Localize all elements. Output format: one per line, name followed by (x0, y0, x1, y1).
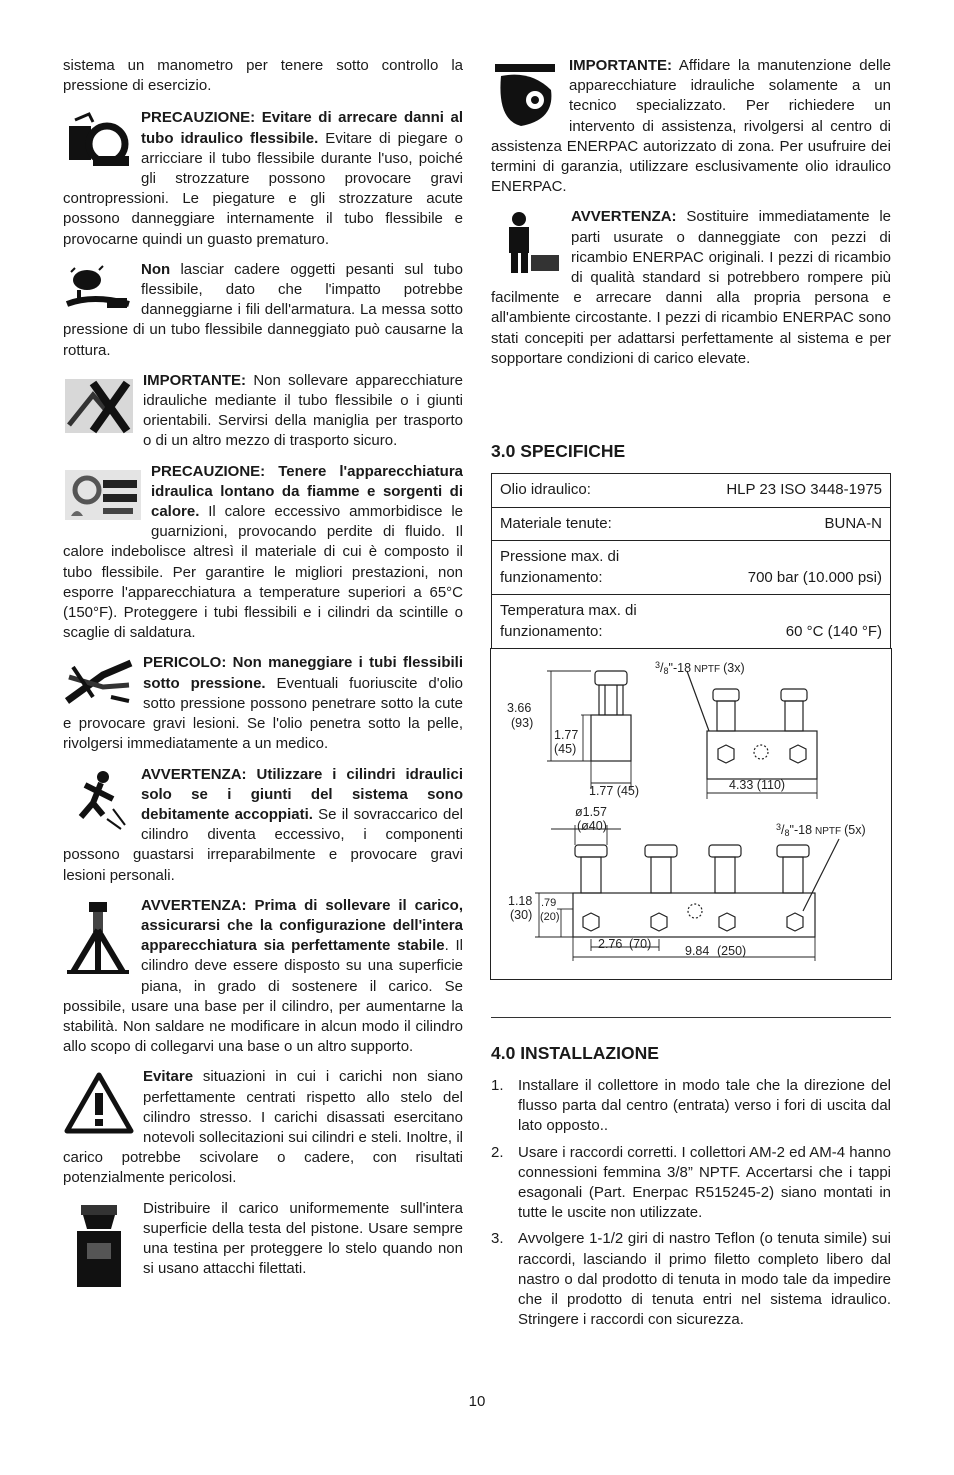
avoid-offcenter-loads-title: Evitare (143, 1068, 194, 1086)
caution-heat-sources-title: PRECAUZIONE: Tenere l'apparecchiatura idraulica lontano da fiamme e sorgenti di calore. (151, 462, 463, 521)
danger-pressurized-hose (63, 653, 463, 754)
thread-top-pitch: "-18 (668, 661, 692, 675)
thread-bot-pitch: "-18 (789, 823, 813, 837)
warning-stable-setup-text: . Il cilindro deve essere disposto su una superficie piana, in grado di sostenere il carico. Se possibile, usare una base per il cilindro, per aumentarne la stabilità. Non saldare ne modificare in alcun modo il cilindro allo scopo di collegarvi una base o un altro supporto. (63, 937, 463, 1056)
thread-top-type: NPTF (694, 664, 721, 675)
danger-pressurized-hose-text: Eventuali fuoriuscite d'olio sotto pressione possono penetrare sotto la cute e provocare gravi lesioni. Se l'olio penetra sotto la pelle, rivolgersi immediatamente a un medico. (63, 674, 463, 753)
spec-line (500, 622, 882, 643)
warning-triangle-icon (63, 1071, 135, 1135)
warning-stable-setup-title: AVVERTENZA: Prima di sollevare il carico, assicurarsi che la configurazione dell'intera apparecchiatura sia perfettamente stabile (141, 896, 463, 955)
thread-bottom-label (776, 822, 866, 838)
caution-hose-damage (63, 108, 463, 249)
spec-cell (492, 541, 891, 595)
install-step (491, 1076, 891, 1137)
spec-value: HLP 23 ISO 3448-1975 (726, 481, 882, 498)
side-block (591, 715, 631, 761)
section-divider (491, 1017, 891, 1018)
spec-cell (492, 507, 891, 541)
distribute-load (63, 1199, 463, 1291)
dim-am4-width: 9.84 (685, 944, 710, 958)
dim-side-width: 1.77 (45) (589, 784, 640, 798)
dim-am2-width: 4.33 (110) (729, 778, 786, 792)
spec-row (492, 541, 891, 595)
right-column (491, 56, 891, 379)
caution-hose-damage-title: PRECAUZIONE: Evitare di arrecare danni al tubo idraulico flessibile. (141, 109, 463, 147)
notice-falling-objects-title: Non (141, 260, 171, 278)
dim-pitch: 2.76 (598, 937, 623, 951)
notice-falling-objects (63, 260, 463, 361)
thread-top-qty: (3x) (723, 661, 745, 675)
warning-stable-setup (63, 896, 463, 1058)
distribute-load-text: Distribuire il carico uniformemente sull'intera superficie della testa del pistone. Usare sempre una testina per proteggere lo stelo quando non si usano attacchi filettati. (143, 1199, 463, 1278)
caution-hose-damage-text: Evitare di piegare o arricciare il tubo flessibile durante l'uso, poiché gli strozzature possono provocare gravi contropressioni. Le piegature e gli strozzature acute possono danneggiare internamente il tubo flessibile e provocarne quindi un guasto prematuro. (63, 129, 463, 248)
spec-label-line1: Pressione max. di (500, 548, 620, 565)
dim-port-height: .79 (541, 897, 557, 909)
thread-bot-num: 3 (776, 822, 782, 832)
thread-top-slash: / (660, 661, 664, 675)
caution-heat-sources (63, 462, 463, 644)
dim-total-height-mm: (93) (511, 716, 534, 730)
important-service-title: IMPORTANTE: (569, 57, 673, 74)
dim-am4-height-mm: (30) (510, 908, 533, 922)
install-heading: 4.0 INSTALLAZIONE (491, 1043, 659, 1063)
spec-value: 700 bar (10.000 psi) (747, 568, 882, 586)
install-list (491, 1076, 891, 1330)
thread-bot-qty: (5x) (844, 823, 866, 837)
dim-diameter-mm: (ø40) (577, 819, 607, 833)
dim-am4-height: 1.18 (508, 894, 533, 908)
install-step (491, 1229, 891, 1330)
specs-section (491, 440, 891, 649)
manifold-drawing (491, 649, 891, 979)
cylinder-load-icon (63, 1203, 135, 1289)
warning-replacement-parts (491, 207, 891, 369)
notice-falling-objects-text: lasciar cadere oggetti pesanti sul tubo flessibile, dato che l'impatto potrebbe danneggiarne i fili dell'armatura. La messa sotto pressione di un tubo flessibile danneggiato può causarne la rottura. (63, 260, 463, 359)
am4-block (573, 893, 815, 937)
dim-diameter: ø1.57 (575, 805, 607, 819)
spec-value: 60 °C (140 °F) (785, 622, 882, 640)
heat-flame-icon (63, 466, 143, 522)
pressurized-hose-hand-icon (63, 657, 135, 711)
important-no-lift-hose-title: IMPORTANTE: (143, 371, 247, 389)
warning-couplers (63, 765, 463, 886)
dim-total-height: 3.66 (507, 701, 532, 715)
thread-bot-den: 8 (784, 828, 790, 838)
avoid-offcenter-loads-text: situazioni in cui i carichi non siano perfettamente centrati rispetto allo stelo del cilindro stresso. I carichi disassati esercitano notevoli sollecitazioni sui cilindri e steli. Inoltre, il carico potrebbe scivolare o cadere, con risultati potenzialmente pericolosi. (63, 1068, 463, 1187)
spec-line (500, 568, 882, 589)
manifold-dimension-diagram (490, 648, 892, 980)
spec-cell (492, 474, 891, 508)
falling-object-icon (63, 264, 133, 316)
dim-block-height-mm: (45) (554, 742, 577, 756)
install-step-text: Avvolgere 1-1/2 giri di nastro Teflon (o tenuta simile) sui raccordi, lasciando il primo filetto completo libero dal nastro o dal prodotto di tenuta in modo tale da impedire che il prodotto di tenuta entri nel sistema idraulico. Stringere i raccordi con sicurezza. (518, 1230, 891, 1329)
no-lift-by-hose-icon (63, 375, 135, 437)
thread-top-den: 8 (663, 666, 669, 676)
page-number: 10 (468, 1393, 486, 1410)
install-step-number: 3. (491, 1230, 504, 1248)
thread-bot-type: NPTF (815, 826, 842, 837)
install-step (491, 1143, 891, 1224)
replacement-parts-icon (491, 211, 563, 275)
dim-am4-width-mm: (250) (717, 944, 747, 958)
warning-replacement-parts-text: Sostituire immediatamente le parti usurate o danneggiate con pezzi di ricambio ENERPAC originali. I pezzi di ricambio di qualità standard si potrebbero rompere più facilmente e arrecare danni alla propria persona e all'ambiente circostante. I pezzi di ricambio ENERPAC sono stati concepiti per adattarsi perfettamente al sistema e per sopportare condizioni di carico elevate. (491, 208, 891, 367)
injured-person-icon (63, 769, 133, 833)
spec-label: Olio idraulico: (500, 481, 591, 498)
warning-couplers-title: AVVERTENZA: Utilizzare i cilindri idraulici solo se i giunti del sistema sono debitamente accoppiati. (141, 765, 463, 823)
spec-row (492, 507, 891, 541)
thread-bot-slash: / (781, 823, 785, 837)
service-technician-icon (491, 60, 561, 130)
install-step-number: 1. (491, 1077, 504, 1094)
spec-line (500, 514, 882, 535)
spec-row (492, 595, 891, 649)
spec-row (492, 474, 891, 508)
spec-value: BUNA-N (824, 514, 882, 532)
important-no-lift-hose (63, 371, 463, 452)
caution-heat-sources-text: Il calore eccessivo ammorbidisce le guarnizioni, provocando perdite di fluido. Il calore indebolisce altresì il materiale di cui è composto il tubo flessibile. Per garantire le migliori prestazioni, non esporre l'apparecchiatura a temperature superiori a 65°C (150°F). Proteggere i tubi flessibili e i cilindri da scintille o scaglie di saldatura. (63, 503, 463, 642)
hose-kink-icon (63, 112, 133, 174)
avoid-offcenter-loads (63, 1067, 463, 1188)
install-step-text: Usare i raccordi corretti. I collettori AM-2 ed AM-4 hanno connessioni femmina 3/8” NPTF. Accertarsi che i tappi esagonali (Part. Enerpac R515245-2) siano montati in tutte le uscite non utilizzate. (518, 1143, 891, 1222)
thread-top-num: 3 (655, 660, 661, 670)
important-service (491, 56, 891, 197)
dim-pitch-mm: (70) (629, 937, 652, 951)
install-step-text: Installare il collettore in modo tale che la direzione del flusso parta dal centro (entrata) verso i fori di uscita dal lato opposto.. (518, 1077, 891, 1135)
spec-label: funzionamento: (500, 622, 603, 640)
spec-line (500, 480, 882, 501)
am2-block (707, 731, 817, 779)
dim-port-height-mm: (20) (540, 911, 560, 923)
install-step-number: 2. (491, 1143, 504, 1161)
spec-label: funzionamento: (500, 568, 603, 586)
left-column (63, 56, 463, 1301)
thread-top-label (655, 660, 745, 676)
important-service-text: Affidare la manutenzione delle apparecchiature idrauliche solamente a un tecnico specializzato. Per richiedere un intervento di assistenza, rivolgersi al centro di assistenza ENERPAC autorizzato di zona. Per usufruire dei termini di garanzia, utilizzare esclusivamente olio idraulico ENERPAC. (491, 57, 891, 196)
dim-block-height: 1.77 (554, 728, 579, 742)
spec-label-line1: Temperatura max. di (500, 602, 637, 619)
specs-table (491, 473, 891, 649)
danger-pressurized-hose-title: PERICOLO: Non maneggiare i tubi flessibili sotto pressione. (143, 654, 463, 692)
specs-heading: 3.0 SPECIFICHE (491, 441, 626, 461)
intro-text: sistema un manometro per tenere sotto controllo la pressione di esercizio. (63, 57, 463, 95)
important-no-lift-hose-text: Non sollevare apparecchiature idrauliche mediante il tubo flessibile o i giunti orientabili. Servirsi della maniglia per trasporto o di un altro mezzo di trasporto sicuro. (143, 371, 463, 450)
warning-couplers-text: Se il sovraccarico del cilindro diventa eccessivo, i componenti possono guastarsi irreparabilmente e provocare gravi lesioni personali. (63, 805, 463, 884)
spec-label: Materiale tenute: (500, 514, 612, 532)
warning-replacement-parts-title: AVVERTENZA: (571, 208, 677, 226)
stable-setup-icon (63, 900, 133, 976)
install-section (491, 1042, 891, 1336)
spec-cell (492, 595, 891, 649)
